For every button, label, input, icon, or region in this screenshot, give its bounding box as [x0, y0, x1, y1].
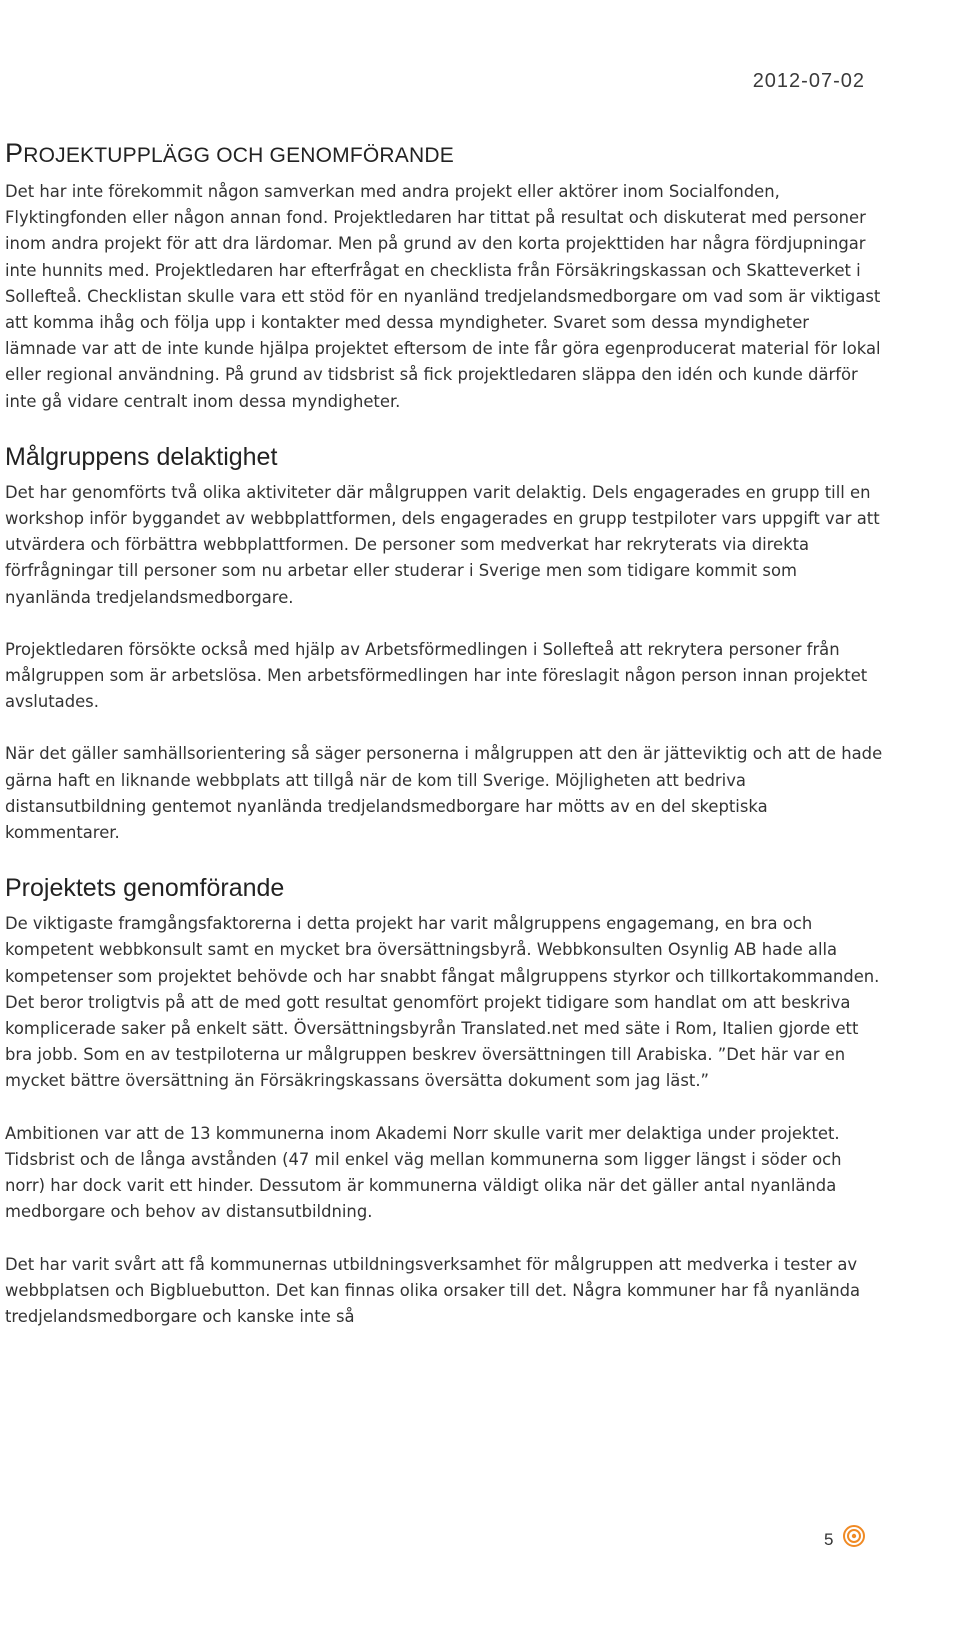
- section-heading-projektupplagg: [5, 138, 885, 169]
- heading-initial: P: [5, 138, 24, 168]
- paragraph: Projektledaren försökte också med hjälp av Arbetsförmedlingen i Sollefteå att rekrytera personer från målgruppen som är arbetslösa. Men arbetsförmedlingen har inte föreslagit någon person innan projektet avslutades.: [5, 639, 868, 712]
- section-heading-malgruppens-delaktighet: Målgruppens delaktighet: [5, 442, 278, 471]
- paragraph: De viktigaste framgångsfaktorerna i detta projekt har varit målgruppens engagemang, en bra och kompetent webbkonsult samt en mycket bra översättningsbyrå. Webbkonsulten Osynlig AB hade alla kompetenser som projektet behövde och har snabbt fångat målgruppens styrkor och tillkortakommanden. Det beror troligtvis på att de med gott resultat genomfört projekt tidigare som handlat om att beskriva komplicerade saker på enkelt sätt. Översättningsbyrån Translated.net med säte i Rom, Italien gjorde ett bra jobb. Som en av testpiloterna ur målgruppen beskrev översättningen till Arabiska. ”Det här var en mycket bättre översättning än Försäkringskassans översätta dokument som jag läst.”: [5, 914, 880, 1091]
- heading-rest: ROJEKTUPPLÄGG OCH GENOMFÖRANDE: [23, 144, 454, 167]
- paragraph: Det har inte förekommit någon samverkan med andra projekt eller aktörer inom Socialfonden, Flyktingfonden eller någon annan fond. Projektledaren har tittat på resultat och diskuterat med personer inom andra projekt för att dra lärdomar. Men på grund av den korta projekttiden har några fördjupningar inte hunnits med. Projektledaren har efterfrågat en checklista från Försäkringskassan och Skatteverket i Sollefteå. Checklistan skulle vara ett stöd för en nyanländ tredjelandsmedborgare om vad som är viktigast att komma ihåg och följa upp i kontakter med dessa myndigheter. Svaret som dessa myndigheter lämnade var att de inte kunde hjälpa projektet eftersom de inte får göra egenproducerat material för lokal eller regional användning. På grund av tidsbrist så fick projektledaren släppa den idén och kunde därför inte gå vidare centralt inom dessa myndigheter.: [5, 182, 881, 411]
- paragraph: Det har varit svårt att få kommunernas utbildningsverksamhet för målgruppen att medverka i tester av webbplatsen och Bigbluebutton. Det kan finnas olika orsaker till det. Några kommuner har få nyanlända tredjelandsmedborgare och kanske inte så: [5, 1254, 861, 1326]
- paragraph: Ambitionen var att de 13 kommunerna inom Akademi Norr skulle varit mer delaktiga under projektet. Tidsbrist och de långa avstånden (47 mil enkel väg mellan kommunerna som ligger längst i söder och norr) har dock varit ett hinder. Dessutom är kommunerna väldigt olika när det gäller antal nyanlända medborgare och behov av distansutbildning.: [5, 1123, 842, 1222]
- paragraph: När det gäller samhällsorientering så säger personerna i målgruppen att den är jätteviktig och att de hade gärna haft en liknande webbplats att tillgå när de kom till Sverige. Möjligheten att bedriva distansutbildning gentemot nyanlända tredjelandsmedborgare har mötts av en del skeptiska kommentarer.: [5, 744, 883, 843]
- concentric-circles-icon: [842, 1524, 866, 1548]
- header-date: 2012-07-02: [752, 70, 865, 92]
- page-number: 5: [824, 1530, 834, 1549]
- document-body: [5, 138, 885, 1356]
- section-heading-projektets-genomforande: Projektets genomförande: [5, 874, 285, 903]
- paragraph: Det har genomförts två olika aktiviteter där målgruppen varit delaktig. Dels engagerades en grupp till en workshop inför byggandet av webbplattformen, dels engagerades en grupp testpiloter vars uppgift var att utvärdera och förbättra webbplattformen. De personer som medverkat har rekryterats via direkta förfrågningar till personer som nu arbetar eller studerar i Sverige men som tidigare kommit som nyanlända tredjelandsmedborgare.: [5, 482, 880, 607]
